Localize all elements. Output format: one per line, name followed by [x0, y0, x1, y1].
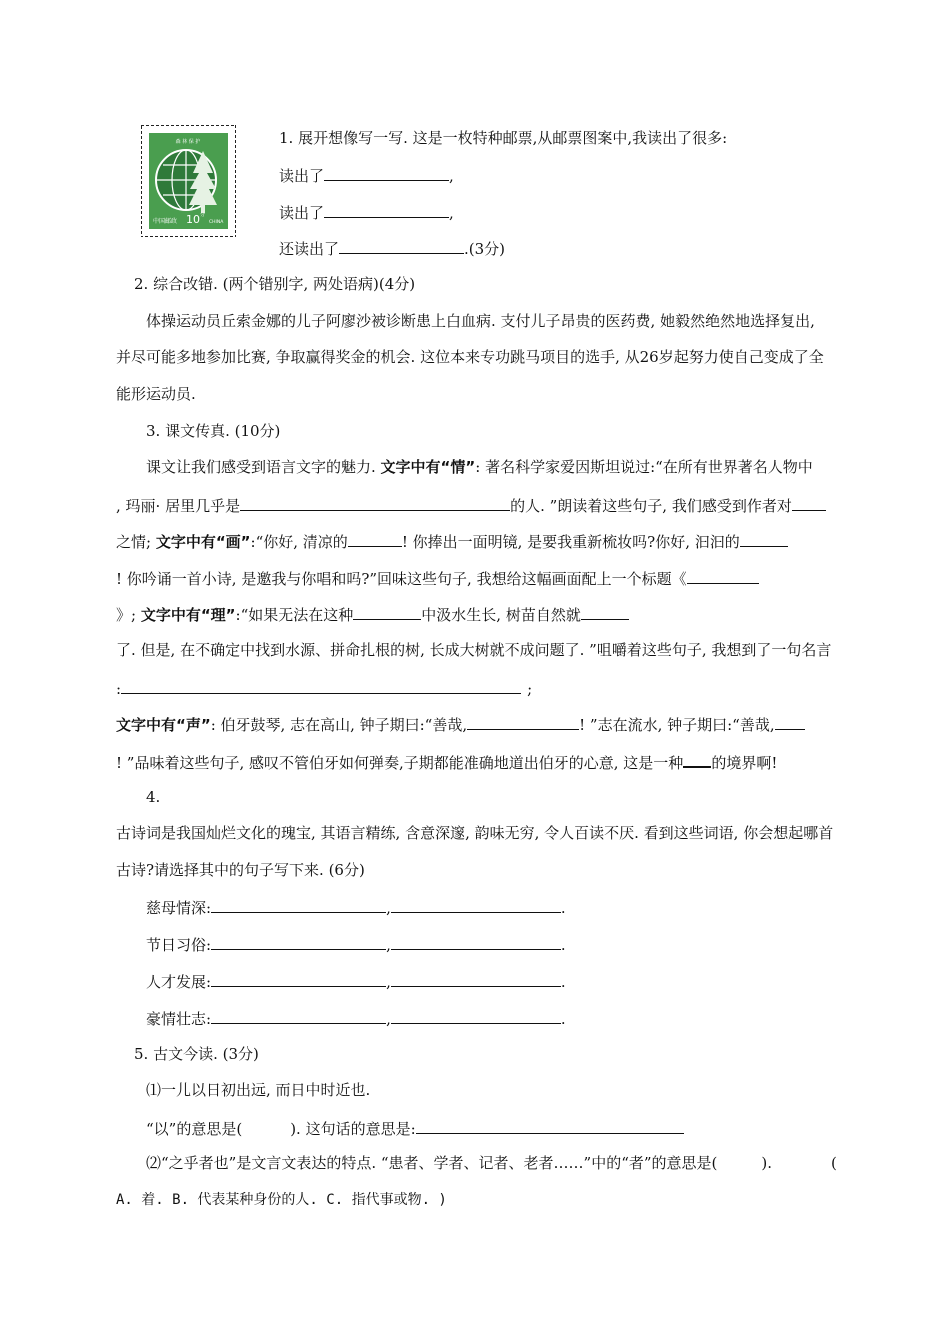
- q3-blank-4[interactable]: [740, 530, 788, 547]
- q5-sentence-1: ⑴一儿以日初出远, 而日中时近也.: [146, 1081, 371, 1099]
- q3-blank-7[interactable]: [581, 603, 629, 620]
- stamp-top-text: 森 林 保 护: [175, 139, 201, 145]
- q4-number: 4.: [146, 788, 161, 806]
- q3-line-6: 了. 但是, 在不确定中找到水源、拼命扎根的树, 长成大树就不成问题了. ”咀嚼着这些句子, 我想到了一句名言: [116, 641, 832, 659]
- q1-blank-1[interactable]: [324, 164, 449, 181]
- q3-blank-1[interactable]: [240, 494, 510, 511]
- q3-line-3: 之情; 文字中有“画”:“你好, 清凉的 ! 你捧出一面明镜, 是要我重新梳妆吗?你好, 汩汩的: [116, 530, 788, 552]
- q2-line-1: 体操运动员丘索金娜的儿子阿廖沙被诊断患上白血病. 支付儿子昂贵的医药费, 她毅然绝然地选择复出,: [146, 312, 815, 330]
- q1-read-3: 还读出了 .(3分): [279, 237, 505, 259]
- q3-line-7: : ;: [116, 677, 532, 699]
- q5-blank-meaning[interactable]: [416, 1117, 684, 1134]
- q1-blank-3[interactable]: [339, 237, 464, 254]
- q3-line-2: , 玛丽· 居里几乎是 的人. ”朗读着这些句子, 我们感受到作者对: [116, 494, 826, 516]
- stamp-unit: 分: [200, 212, 206, 218]
- q5-options: A. 着. B. 代表某种身份的人. C. 指代事或物. ): [116, 1192, 447, 1208]
- q4-blank-1a[interactable]: [211, 896, 386, 913]
- stamp-country: 中国邮政: [153, 218, 178, 225]
- q3-line-8: 文字中有“声”: 伯牙鼓琴, 志在高山, 钟子期曰:“善哉, ! ”志在流水, 钟子期曰:“善哉,: [116, 713, 805, 735]
- q3-title: 3. 课文传真. (10分): [146, 422, 281, 440]
- q4-blank-4b[interactable]: [391, 1007, 561, 1024]
- q3-line-9: ! ”品味着这些句子, 感叹不管伯牙如何弹奏,子期都能准确地道出伯牙的心意, 这是一种 的境界啊!: [116, 750, 777, 773]
- q4-item-1: 慈母情深: , .: [146, 896, 566, 918]
- q4-line-1: 古诗词是我国灿烂文化的瑰宝, 其语言精练, 含意深邃, 韵味无穷, 令人百读不厌. 看到这些词语, 你会想起哪首: [116, 824, 834, 842]
- q5-question-1: “以”的意思是( ). 这句话的意思是:: [146, 1117, 684, 1139]
- q4-item-4: 豪情壮志: , .: [146, 1007, 566, 1029]
- q3-blank-3[interactable]: [348, 530, 402, 547]
- q5-question-2: ⑵“之乎者也”是文言文表达的特点. “患者、学者、记者、老者……”中的“者”的意思是( ).: [146, 1154, 773, 1172]
- q4-line-2: 古诗?请选择其中的句子写下来. (6分): [116, 861, 365, 879]
- q4-blank-3a[interactable]: [211, 970, 386, 987]
- q1-blank-2[interactable]: [324, 201, 449, 218]
- q3-line-1: 课文让我们感受到语言文字的魅力. 文字中有“情”: 著名科学家爱因斯坦说过:“在所有世界著名人物中: [146, 458, 813, 476]
- q4-blank-4a[interactable]: [211, 1007, 386, 1024]
- q1-read-1: 读出了 ,: [279, 164, 454, 186]
- q4-item-2: 节日习俗: , .: [146, 933, 566, 955]
- q2-line-2: 并尽可能多地参加比赛, 争取赢得奖金的机会. 这位本来专功跳马项目的选手, 从26岁起努力使自己变成了全: [116, 348, 824, 366]
- q3-line-5: 》; 文字中有“理”:“如果无法在这种 中汲水生长, 树苗自然就: [116, 603, 629, 625]
- stamp-image: [141, 125, 236, 237]
- q4-item-3: 人才发展: , .: [146, 970, 566, 992]
- q5-title: 5. 古文今读. (3分): [134, 1045, 259, 1063]
- q3-blank-6[interactable]: [353, 603, 421, 620]
- q5-paren-open: (: [831, 1154, 837, 1172]
- q4-blank-2a[interactable]: [211, 933, 386, 950]
- q4-blank-2b[interactable]: [391, 933, 561, 950]
- q3-blank-8[interactable]: [121, 677, 521, 694]
- q4-blank-3b[interactable]: [391, 970, 561, 987]
- q2-line-3: 能形运动员.: [116, 385, 196, 403]
- q3-blank-5[interactable]: [687, 567, 759, 584]
- q4-blank-1b[interactable]: [391, 896, 561, 913]
- stamp-latin: CHINA: [209, 220, 224, 225]
- q3-blank-10[interactable]: [775, 713, 805, 730]
- q1-prompt: 1. 展开想像写一写. 这是一枚特种邮票,从邮票图案中,我读出了很多:: [279, 129, 728, 147]
- q3-blank-2[interactable]: [792, 494, 826, 511]
- q1-read-2: 读出了 ,: [279, 201, 454, 223]
- stamp-value: 10: [186, 213, 200, 226]
- q3-blank-9[interactable]: [467, 713, 579, 730]
- q3-line-4: ! 你吟诵一首小诗, 是邀我与你唱和吗?”回味这些句子, 我想给这幅画面配上一个标题《: [116, 567, 759, 589]
- q3-blank-11[interactable]: [683, 750, 711, 768]
- q2-title: 2. 综合改错. (两个错别字, 两处语病)(4分): [134, 275, 416, 293]
